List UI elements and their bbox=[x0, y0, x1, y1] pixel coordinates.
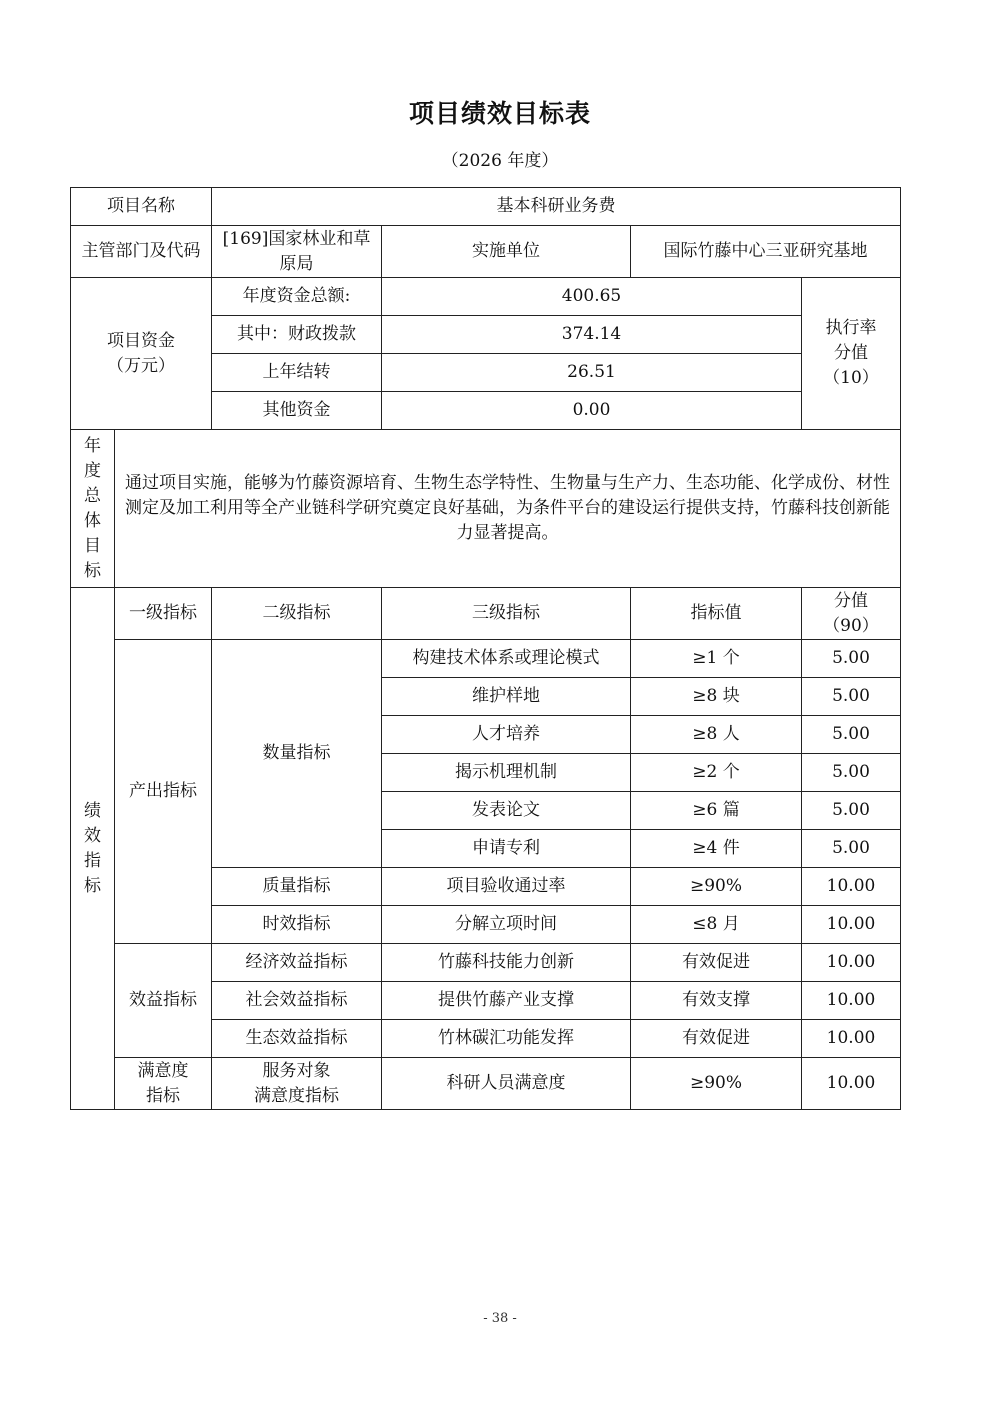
annual-goal-char: 标 bbox=[84, 560, 101, 581]
indicator-header-row bbox=[71, 588, 901, 640]
project-name-row bbox=[71, 188, 901, 226]
funds-row-total bbox=[71, 278, 901, 316]
indicator-value: 有效支撑 bbox=[631, 982, 802, 1020]
annual-goal-text: 通过项目实施，能够为竹藤资源培育、生物生态学特性、生物量与生产力、生态功能、化学成份、材性测定及加工利用等全产业链科学研究奠定良好基础，为条件平台的建设运行提供支持，竹藤科技创新能力显著提高。 bbox=[115, 430, 901, 588]
annual-goal-char: 年 bbox=[84, 435, 101, 456]
satisfaction-level2-line: 服务对象 bbox=[262, 1060, 331, 1081]
page-title: 项目绩效目标表 bbox=[408, 99, 591, 128]
header-value: 指标值 bbox=[631, 588, 802, 640]
performance-indicators-label bbox=[71, 588, 115, 1110]
execution-score-label: 分值 bbox=[834, 343, 868, 363]
indicator-name: 维护样地 bbox=[382, 678, 631, 716]
annual-goal-char: 总 bbox=[84, 485, 101, 506]
indicator-name: 发表论文 bbox=[382, 792, 631, 830]
header-level2: 二级指标 bbox=[212, 588, 382, 640]
indicator-score: 10.00 bbox=[802, 1058, 901, 1110]
indicator-name: 提供竹藤产业支撑 bbox=[382, 982, 631, 1020]
indicator-name: 人才培养 bbox=[382, 716, 631, 754]
indicator-score: 5.00 bbox=[802, 678, 901, 716]
funds-fiscal-value: 374.14 bbox=[382, 316, 802, 354]
indicator-score: 10.00 bbox=[802, 944, 901, 982]
indicator-score: 5.00 bbox=[802, 792, 901, 830]
indicator-score: 10.00 bbox=[802, 868, 901, 906]
indicator-value: 有效促进 bbox=[631, 1020, 802, 1058]
indicator-score: 10.00 bbox=[802, 906, 901, 944]
benefit-level2-label: 社会效益指标 bbox=[212, 982, 382, 1020]
indicator-name: 申请专利 bbox=[382, 830, 631, 868]
department-row bbox=[71, 226, 901, 278]
header-level3: 三级指标 bbox=[382, 588, 631, 640]
project-name-label: 项目名称 bbox=[71, 188, 212, 226]
implementing-unit-label: 实施单位 bbox=[382, 226, 631, 278]
funds-total-value: 400.65 bbox=[382, 278, 802, 316]
benefit-level2-label: 生态效益指标 bbox=[212, 1020, 382, 1058]
indicator-name: 科研人员满意度 bbox=[382, 1058, 631, 1110]
indicator-section-char: 绩 bbox=[84, 800, 101, 821]
indicator-section-char: 指 bbox=[84, 850, 101, 871]
satisfaction-level2-label bbox=[212, 1058, 382, 1110]
indicator-name: 竹藤科技能力创新 bbox=[382, 944, 631, 982]
funds-unit: （万元） bbox=[107, 355, 175, 376]
annual-goal-label bbox=[71, 430, 115, 588]
indicator-value: ≥8 人 bbox=[631, 716, 802, 754]
page-number: - 38 - bbox=[483, 1311, 517, 1326]
execution-rate-label: 执行率 bbox=[825, 318, 877, 338]
indicator-value: ≥4 件 bbox=[631, 830, 802, 868]
funds-label-text: 项目资金 bbox=[107, 330, 175, 351]
indicator-score: 5.00 bbox=[802, 716, 901, 754]
execution-rate-cell bbox=[802, 278, 901, 430]
header-score bbox=[802, 588, 901, 640]
header-score-label: 分值 bbox=[834, 590, 868, 611]
indicator-value: ≥90% bbox=[631, 868, 802, 906]
funds-total-label: 年度资金总额: bbox=[212, 278, 382, 316]
funds-carryover-label: 上年结转 bbox=[212, 354, 382, 392]
quality-indicator-label: 质量指标 bbox=[212, 868, 382, 906]
performance-table bbox=[70, 187, 901, 1110]
indicator-score: 5.00 bbox=[802, 830, 901, 868]
indicator-value: ≥2 个 bbox=[631, 754, 802, 792]
satisfaction-indicator-label bbox=[115, 1058, 212, 1110]
satisfaction-label-line: 指标 bbox=[146, 1085, 180, 1106]
table-row bbox=[71, 640, 901, 678]
table-row bbox=[71, 944, 901, 982]
funds-label bbox=[71, 278, 212, 430]
implementing-unit-value: 国际竹藤中心三亚研究基地 bbox=[631, 226, 901, 278]
header-score-total: （90） bbox=[823, 615, 879, 636]
department-label: 主管部门及代码 bbox=[71, 226, 212, 278]
annual-goal-char: 度 bbox=[84, 460, 101, 481]
table-row bbox=[71, 1058, 901, 1110]
indicator-name: 项目验收通过率 bbox=[382, 868, 631, 906]
header-level1: 一级指标 bbox=[115, 588, 212, 640]
benefit-indicator-label: 效益指标 bbox=[115, 944, 212, 1058]
indicator-name: 揭示机理机制 bbox=[382, 754, 631, 792]
indicator-value: ≤8 月 bbox=[631, 906, 802, 944]
output-indicator-label: 产出指标 bbox=[115, 640, 212, 944]
department-value: [169]国家林业和草原局 bbox=[212, 226, 382, 278]
benefit-level2-label: 经济效益指标 bbox=[212, 944, 382, 982]
funds-other-label: 其他资金 bbox=[212, 392, 382, 430]
indicator-score: 10.00 bbox=[802, 982, 901, 1020]
timeliness-indicator-label: 时效指标 bbox=[212, 906, 382, 944]
funds-other-value: 0.00 bbox=[382, 392, 802, 430]
indicator-value: 有效促进 bbox=[631, 944, 802, 982]
annual-goal-row bbox=[71, 430, 901, 588]
funds-fiscal-label: 其中：财政拨款 bbox=[212, 316, 382, 354]
indicator-name: 分解立项时间 bbox=[382, 906, 631, 944]
indicator-value: ≥8 块 bbox=[631, 678, 802, 716]
satisfaction-label-line: 满意度 bbox=[137, 1060, 189, 1081]
indicator-section-char: 效 bbox=[84, 825, 101, 846]
execution-score-value: （10） bbox=[823, 368, 879, 388]
indicator-score: 5.00 bbox=[802, 754, 901, 792]
project-name-value: 基本科研业务费 bbox=[212, 188, 901, 226]
annual-goal-char: 目 bbox=[84, 535, 101, 556]
annual-goal-char: 体 bbox=[84, 510, 101, 531]
indicator-score: 5.00 bbox=[802, 640, 901, 678]
indicator-section-char: 标 bbox=[84, 875, 101, 896]
indicator-value: ≥6 篇 bbox=[631, 792, 802, 830]
funds-carryover-value: 26.51 bbox=[382, 354, 802, 392]
indicator-value: ≥90% bbox=[631, 1058, 802, 1110]
indicator-score: 10.00 bbox=[802, 1020, 901, 1058]
satisfaction-level2-line: 满意度指标 bbox=[254, 1085, 339, 1106]
page-subtitle: （2026 年度） bbox=[441, 151, 559, 171]
indicator-name: 竹林碳汇功能发挥 bbox=[382, 1020, 631, 1058]
indicator-name: 构建技术体系或理论模式 bbox=[382, 640, 631, 678]
indicator-value: ≥1 个 bbox=[631, 640, 802, 678]
quantity-indicator-label: 数量指标 bbox=[212, 640, 382, 868]
